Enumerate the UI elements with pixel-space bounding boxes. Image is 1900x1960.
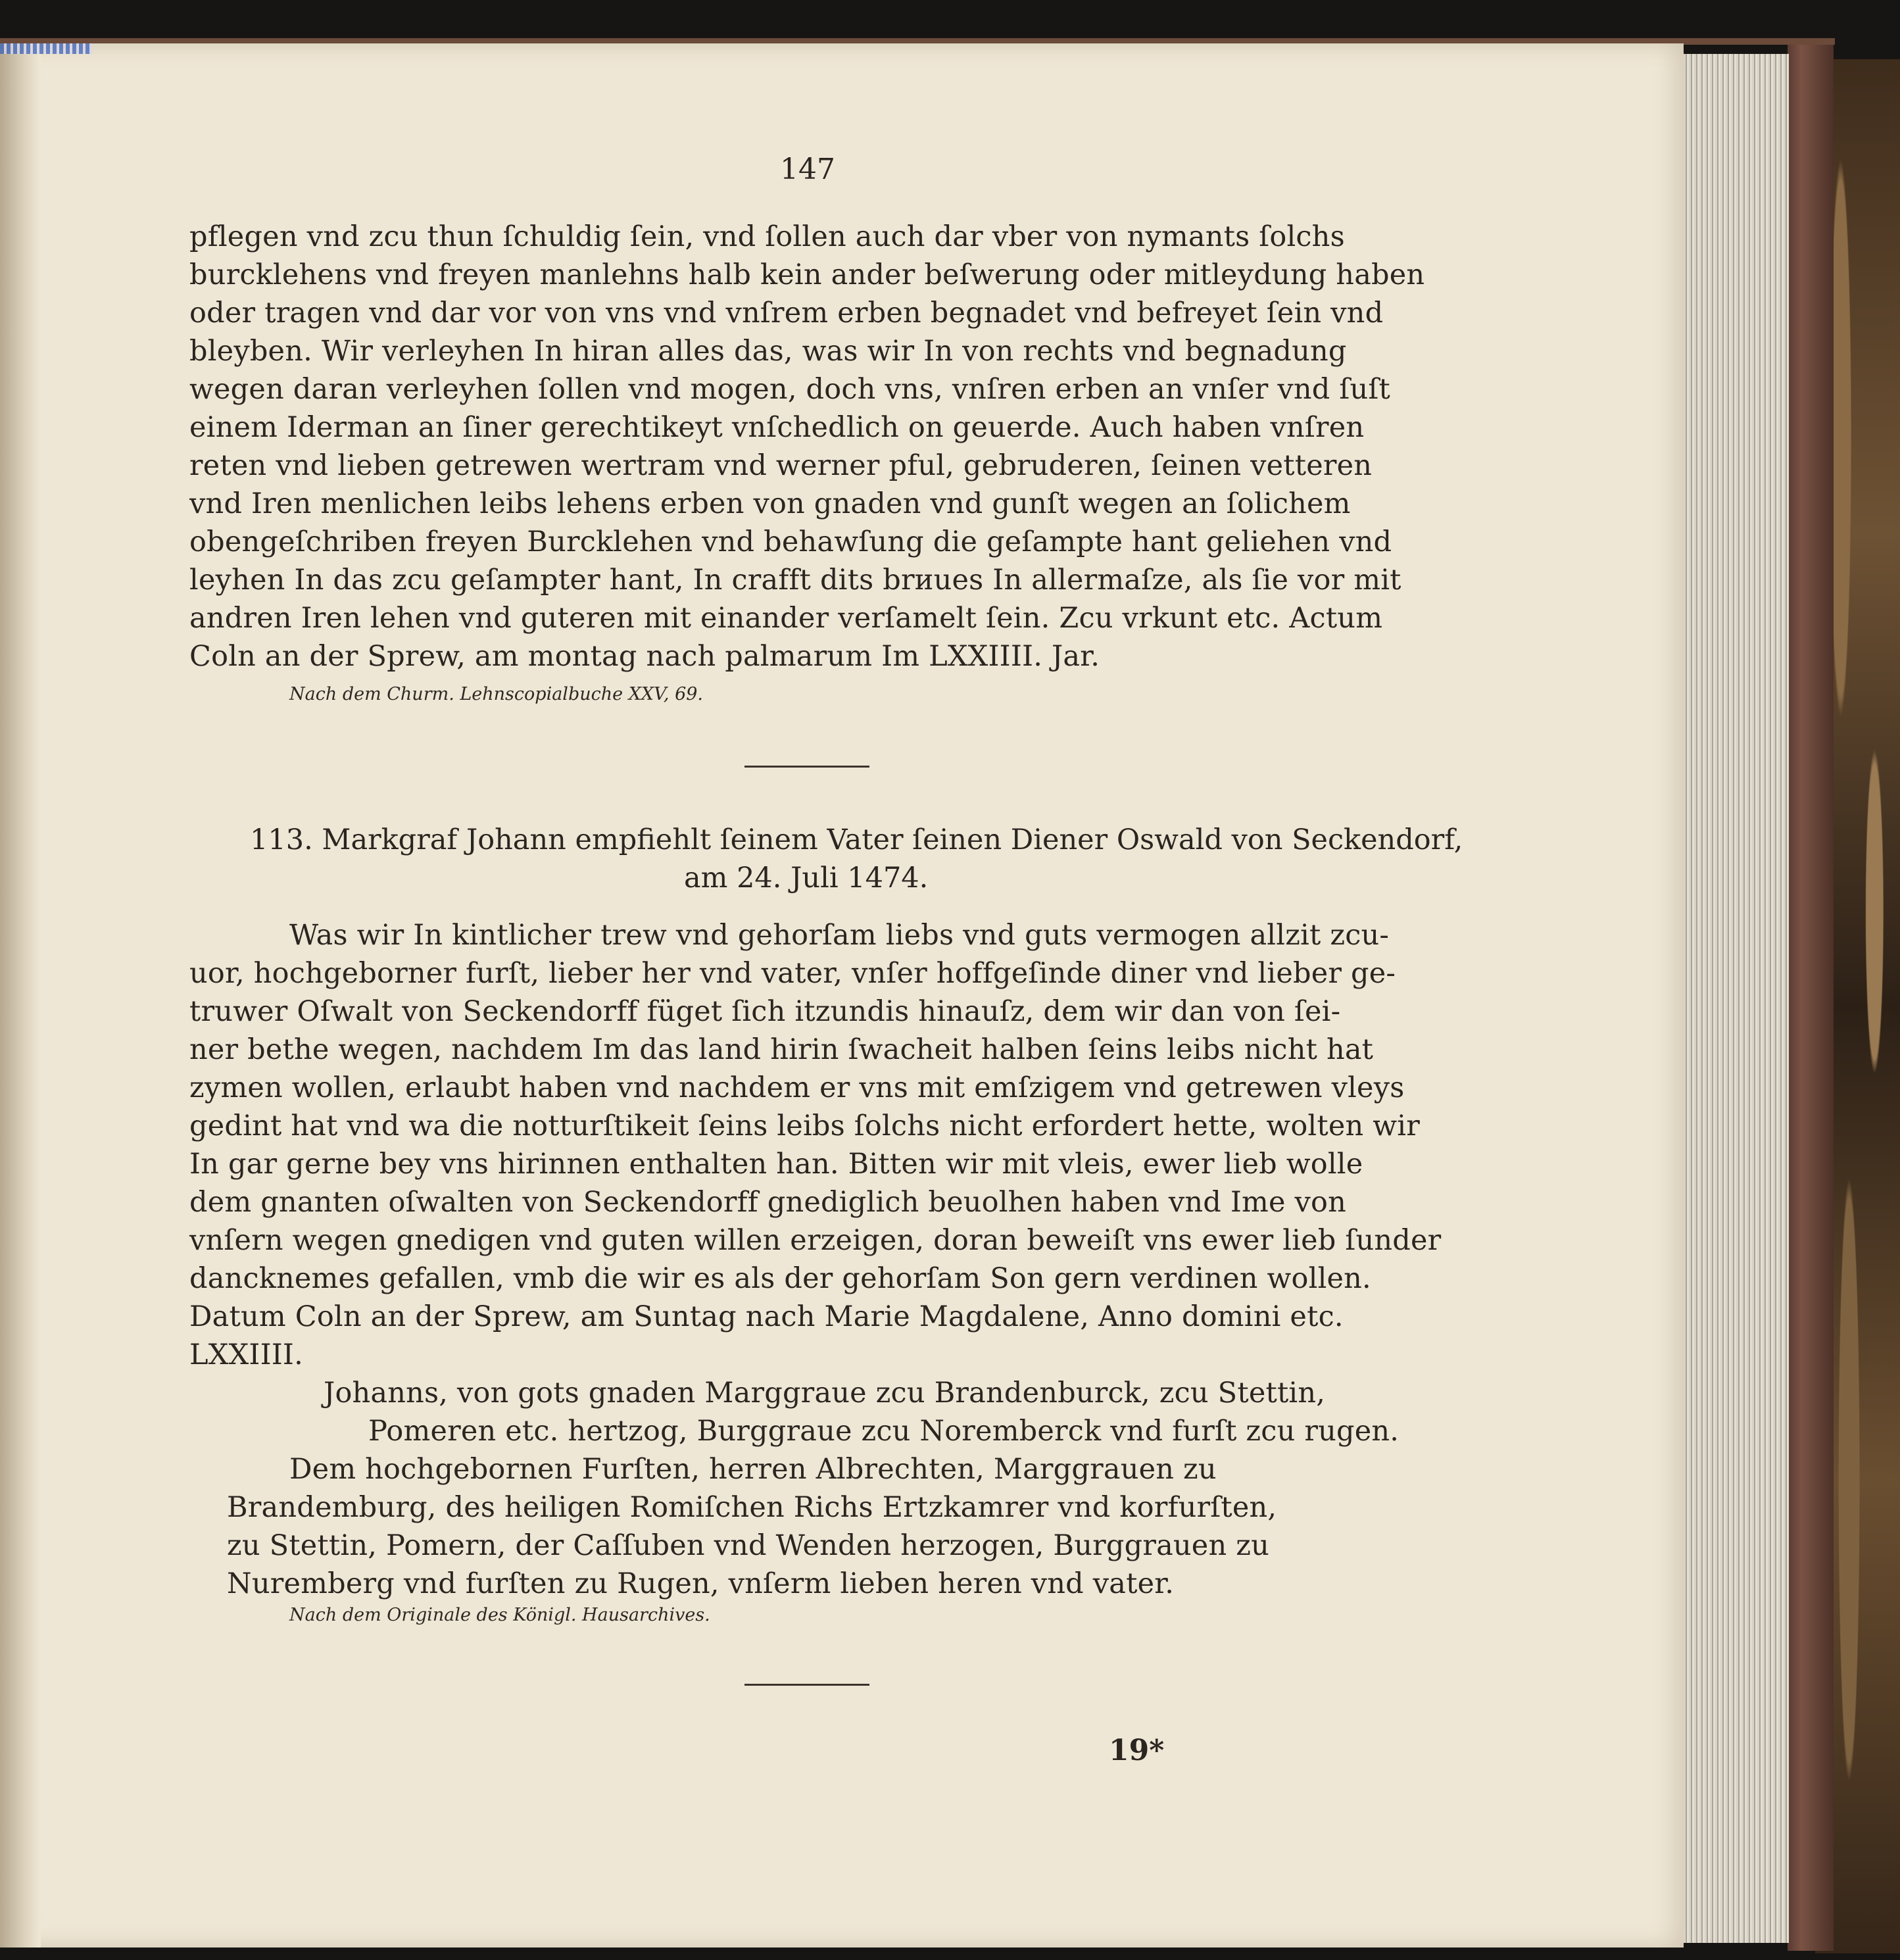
doc112-line: burcklehens vnd freyen manlehns halb kein ander beſwerung oder mitleydung haben <box>189 258 1425 291</box>
doc112-line: vnd Iren menlichen leibs lehens erben von gnaden vnd gunſt wegen an ſolichem <box>189 487 1351 520</box>
doc113-address: Dem hochgebornen Furſten, herren Albrechten, Marggrauen zu <box>289 1453 1217 1486</box>
doc112-line: leyhen In das zcu geſampter hant, In crafft dits brиues In allermaſze, als ſie vor mit <box>189 564 1401 597</box>
doc113-line: Was wir In kintlicher trew vnd gehorſam liebs vnd guts vermogen allzit zcu- <box>289 919 1390 952</box>
signature-mark: 19* <box>1109 1734 1165 1767</box>
doc113-address: Brandemburg, des heiligen Romiſchen Richs Ertzkamrer vnd korfurſten, <box>227 1491 1277 1524</box>
page-number: 147 <box>780 153 835 186</box>
doc113-address: zu Stettin, Pomern, der Caſſuben vnd Wenden herzogen, Burggrauen zu <box>227 1529 1269 1562</box>
page-gutter <box>0 43 41 1948</box>
doc113-signature: Pomeren etc. hertzog, Burggraue zcu Noremberck vnd furſt zcu rugen. <box>368 1415 1400 1448</box>
doc112-line: pflegen vnd zcu thun ſchuldig ſein, vnd ſollen auch dar vber von nymants ſolchs <box>189 220 1345 253</box>
doc113-source-note: Nach dem Originale des Königl. Hausarchives. <box>289 1605 710 1625</box>
doc113-line: dem gnanten oſwalten von Seckendorff gnediglich beuolhen haben vnd Ime von <box>189 1186 1346 1219</box>
section-divider <box>744 766 869 768</box>
doc113-line: ner bethe wegen, nachdem Im das land hirin ſwacheit halben ſeins leibs nicht hat <box>189 1033 1374 1066</box>
doc112-line: oder tragen vnd dar vor von vns vnd vnſrem erben begnadet vnd befreyet ſein vnd <box>189 297 1384 330</box>
doc112-line: bleyben. Wir verleyhen In hiran alles das, was wir In von rechts vnd begnadung <box>189 335 1347 368</box>
doc112-line: Coln an der Sprew, am montag nach palmarum Im LXXIIII. Jar. <box>189 640 1100 673</box>
doc113-line: zymen wollen, erlaubt haben vnd nachdem er vns mit emſzigem vnd getrewen vleys <box>189 1071 1405 1104</box>
doc113-line: LXXIIII. <box>189 1338 303 1371</box>
doc112-line: wegen daran verleyhen ſollen vnd mogen, doch vns, vnſren erben an vnſer vnd ſuſt <box>189 373 1390 406</box>
doc112-line: obengeſchriben freyen Burcklehen vnd behawſung die geſampte hant geliehen vnd <box>189 526 1392 558</box>
doc113-line: dancknemes gefallen, vmb die wir es als der gehorſam Son gern verdinen wollen. <box>189 1262 1371 1295</box>
doc113-line: In gar gerne bey vns hirinnen enthalten han. Bitten wir mit vleis, ewer lieb wolle <box>189 1148 1363 1181</box>
page-edges <box>1684 54 1789 1943</box>
binding-thread <box>0 43 92 54</box>
doc113-heading-date: am 24. Juli 1474. <box>684 862 929 894</box>
doc113-line: uor, hochgeborner furſt, lieber her vnd vater, vnſer hoffgeſinde diner vnd lieber ge- <box>189 957 1396 990</box>
book-cover-spine-edge <box>1788 43 1834 1951</box>
doc113-line: Datum Coln an der Sprew, am Suntag nach Marie Magdalene, Anno domini etc. <box>189 1300 1344 1333</box>
doc112-line: reten vnd lieben getrewen wertram vnd werner pful, gebruderen, ſeinen vetteren <box>189 449 1373 482</box>
section-divider <box>744 1684 869 1686</box>
doc112-source-note: Nach dem Churm. Lehnscopialbuche XXV, 69. <box>289 684 704 704</box>
doc113-line: truwer Oſwalt von Seckendorff füget ſich itzundis hinauſz, dem wir dan von ſei- <box>189 995 1341 1028</box>
doc112-line: einem Iderman an ſiner gerechtikeyt vnſchedlich on geuerde. Auch haben vnſren <box>189 411 1365 444</box>
doc113-heading: 113. Markgraf Johann empfiehlt ſeinem Vater ſeinen Diener Oswald von Seckendorf, <box>250 823 1463 856</box>
doc113-line: vnſern wegen gnedigen vnd guten willen erzeigen, doran beweiſt vns ewer lieb ſunder <box>189 1224 1442 1257</box>
doc113-address: Nuremberg vnd furſten zu Rugen, vnſerm lieben heren vnd vater. <box>227 1567 1175 1600</box>
doc113-signature: Johanns, von gots gnaden Marggraue zcu Brandenburck, zcu Stettin, <box>324 1377 1326 1409</box>
doc112-line: andren Iren lehen vnd guteren mit einander verſamelt ſein. Zcu vrkunt etc. Actum <box>189 602 1383 635</box>
doc113-line: gedint hat vnd wa die notturſtikeit ſeins leibs ſolchs nicht erfordert hette, wolten wir <box>189 1110 1420 1142</box>
